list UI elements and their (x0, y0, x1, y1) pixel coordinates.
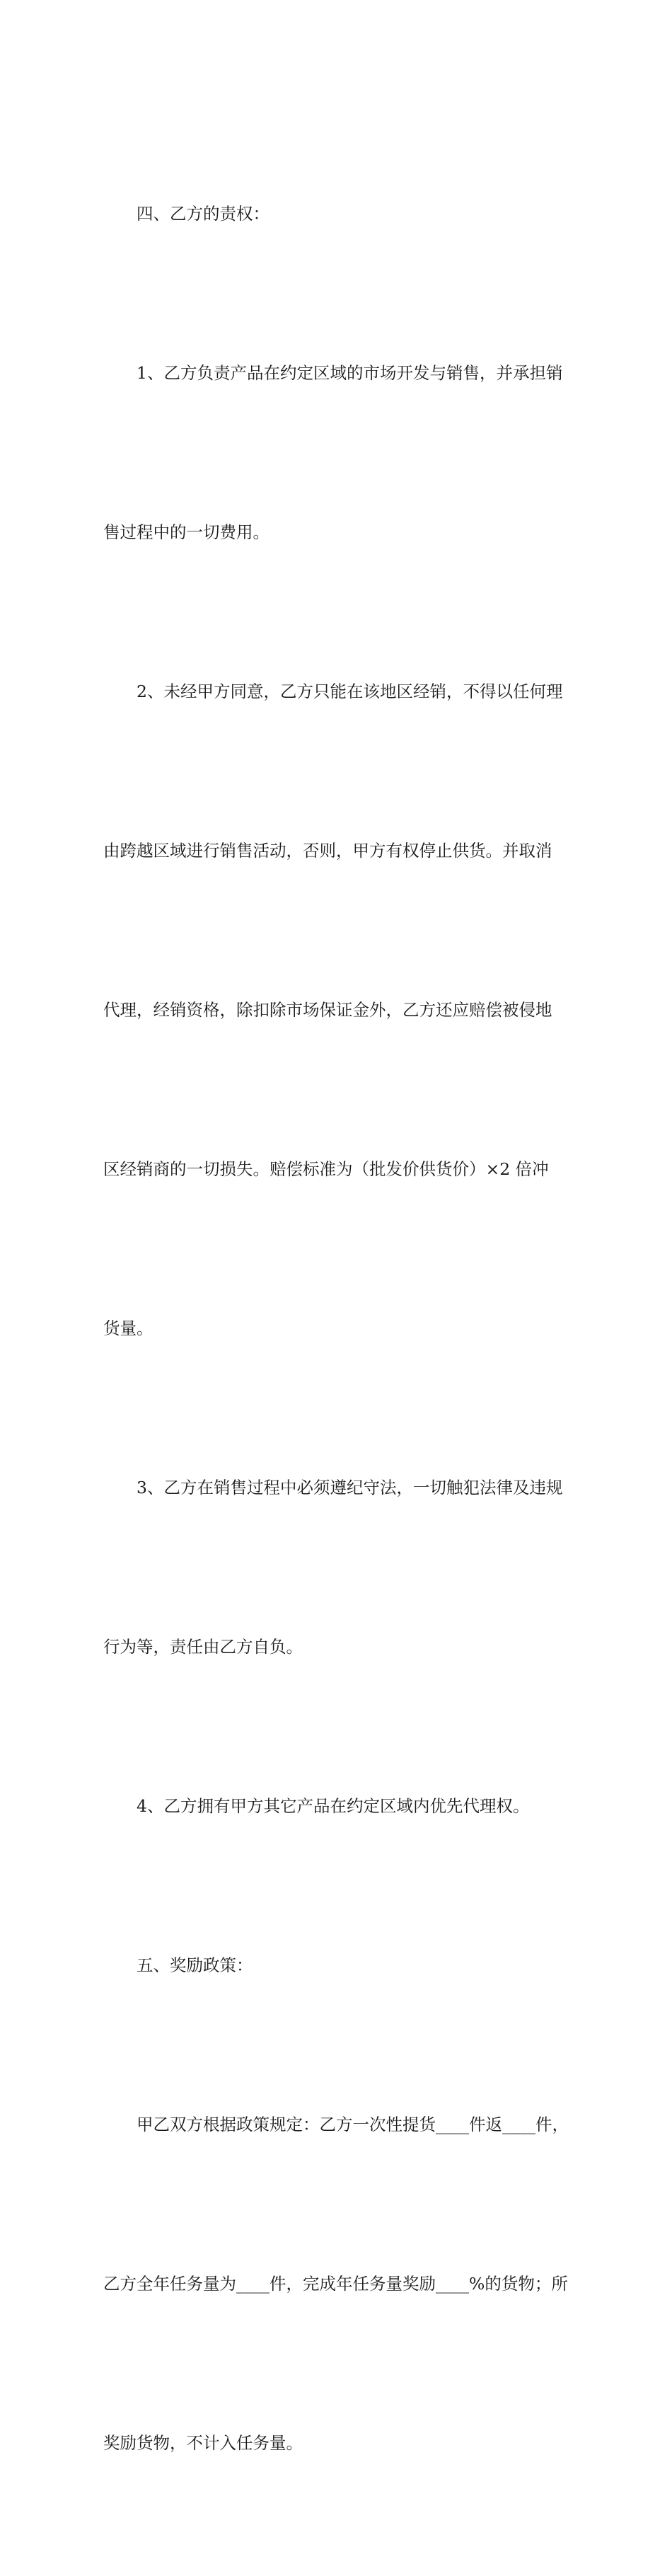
paragraph-line: 2、未经甲方同意，乙方只能在该地区经销，不得以任何理 (137, 682, 563, 701)
paragraph-line: 代理，经销资格，除扣除市场保证金外，乙方还应赔偿被侵地 (103, 1000, 552, 1020)
section-heading-4: 四、乙方的责权： (137, 204, 270, 224)
paragraph-line: 1、乙方负责产品在约定区域的市场开发与销售，并承担销 (137, 363, 563, 383)
paragraph-line: 乙方全年任务量为____件，完成年任务量奖励____%的货物；所 (103, 2274, 568, 2294)
paragraph-line: 3、乙方在销售过程中必须遵纪守法，一切触犯法律及违规 (137, 1478, 563, 1497)
paragraph-line: 奖励货物，不计入任务量。 (103, 2433, 303, 2453)
paragraph-line: 货量。 (103, 1318, 153, 1338)
paragraph-line: 甲乙双方根据政策规定：乙方一次性提货____件返____件， (137, 2115, 569, 2134)
section-heading-5: 五、奖励政策： (137, 1955, 253, 1975)
paragraph-line: 区经销商的一切损失。赔偿标准为（批发价供货价）×2 倍冲 (103, 1159, 549, 1179)
paragraph-line: 由跨越区域进行销售活动，否则，甲方有权停止供货。并取消 (103, 841, 552, 861)
document-body (103, 81, 573, 2576)
paragraph-line: 行为等，责任由乙方自负。 (103, 1637, 303, 1657)
paragraph-line: 售过程中的一切费用。 (103, 522, 270, 542)
paragraph-line: 4、乙方拥有甲方其它产品在约定区域内优先代理权。 (137, 1796, 530, 1816)
